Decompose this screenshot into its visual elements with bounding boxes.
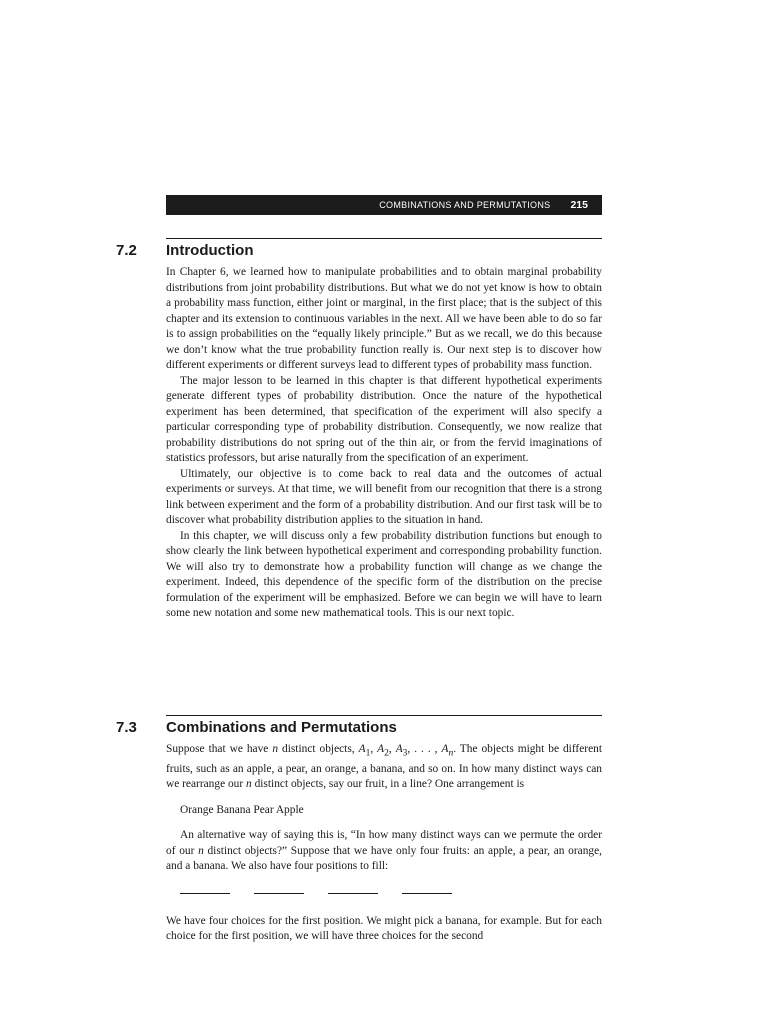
blank-line	[254, 893, 304, 894]
section-number: 7.3	[116, 719, 137, 736]
paragraph	[166, 828, 602, 875]
text-run: An alternative way of saying this is, “In how many distinct ways can we permute the order of our	[166, 829, 602, 857]
math-variable: A	[377, 743, 385, 755]
running-header	[166, 195, 602, 215]
section-title: Combinations and Permutations	[166, 719, 397, 736]
paragraph: Suppose that we have n distinct objects, $A_1$, $A_2$, $A_3$, . . . , $A_n$. The objects might be different fruits, such as an apple, a pear, an orange, a banana, and so on. In how many distinct ways can we rearrange our n distinct objects, say our fruit, in a line? One arrangement is	[166, 743, 602, 791]
math-variable: n	[272, 743, 279, 755]
text-run: . . . ,	[410, 743, 442, 755]
math-subscript: 3	[402, 748, 408, 759]
text-run: distinct objects,	[278, 743, 359, 755]
paragraph: We have four choices for the first position. We might pick a banana, for example. But for each choice for the first position, we will have three choices for the second	[166, 914, 602, 943]
section-rule	[166, 715, 602, 716]
section-body	[166, 265, 602, 622]
text-run: Suppose that we have	[166, 743, 273, 755]
blank-line	[402, 893, 452, 894]
section-title: Introduction	[166, 242, 254, 259]
section-number: 7.2	[116, 242, 137, 259]
example-arrangement: Orange Banana Pear Apple	[180, 803, 304, 816]
math-variable: A	[395, 743, 403, 755]
text-run: distinct objects, say our fruit, in a line? One arrangement is	[251, 778, 525, 791]
math-subscript: n	[448, 748, 454, 759]
paragraph: In Chapter 6, we learned how to manipulate probabilities and to obtain marginal probability distributions from joint probability distributions. But what we do not yet know is how to obtain a probability mass function, either joint or marginal, in the first place; that is the subject of this chapter and its extension to continuous variables in the next. All we have been able to do so far is to assign probabilities on the “equally likely principle.” But as we recall, we do this because we don’t know what the true probability function really is. Our next step is to discover how different experiments or different surveys lead to different types of probability mass function.	[166, 266, 602, 371]
section-body	[166, 742, 602, 945]
section-rule	[166, 238, 602, 239]
math-subscript: 1	[365, 748, 371, 759]
math-subscript: 2	[384, 748, 389, 759]
blank-line	[180, 893, 230, 894]
math-variable: n	[246, 778, 252, 791]
text-run: distinct objects?” Suppose that we have only four fruits: an apple, a pear, an orange, and a banana. We also have four positions to fill:	[166, 844, 602, 873]
running-title: COMBINATIONS AND PERMUTATIONS	[379, 200, 551, 210]
position-blanks	[166, 893, 602, 894]
text-run: . The objects might be different fruits, such as an apple, a pear, an orange, a banana, and so on. In how many distinct ways can we rearrange our	[166, 743, 602, 791]
paragraph: Ultimately, our objective is to come back to real data and the outcomes of actual experiments or surveys. At that time, we will benefit from our recognition that there is a strong link between experiment and the form of a probability distribution. And our first task will be to discover what probability distribution applies to the situation in hand.	[166, 467, 602, 526]
page-number: 215	[570, 199, 588, 211]
math-variable: A	[358, 743, 366, 755]
blank-line	[328, 893, 378, 894]
paragraph: The major lesson to be learned in this chapter is that different hypothetical experiments generate different types of probability distribution. Once the nature of the hypothetical experiment has been determined, that specification of the experiment will also specify a particular corresponding type of probability distribution. Consequently, we now realize that probability distributions do not spring out of the thin air, or from the fervid imaginations of statistics professors, but arise naturally from the specification of an experiment.	[166, 374, 602, 464]
paragraph: In this chapter, we will discuss only a few probability distribution functions but enough to show clearly the link between hypothetical experiment and corresponding probability function. We will also try to demonstrate how a probability function will change as we change the experiment. Indeed, this dependence of the specific form of the distribution on the precise formulation of the experiment will be emphasized. Before we can begin we will have to learn some new notation and some new mathematical tools. This is our next topic.	[166, 529, 602, 619]
math-variable: n	[198, 844, 204, 857]
math-variable: A	[441, 743, 449, 755]
